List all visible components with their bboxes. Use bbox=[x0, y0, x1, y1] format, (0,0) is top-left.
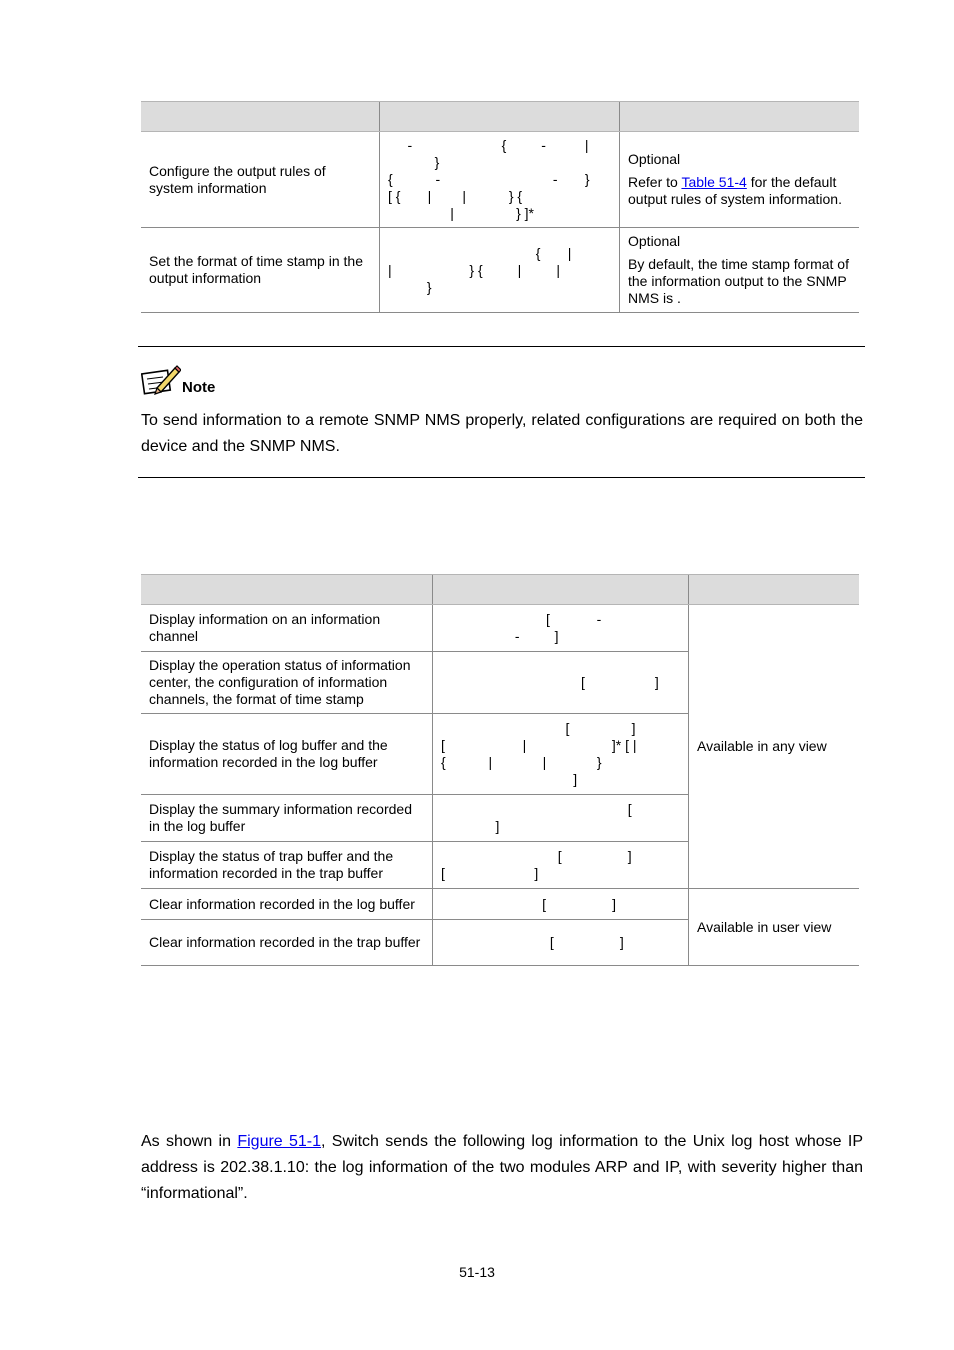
table-header-row bbox=[141, 575, 859, 605]
column-header bbox=[141, 575, 433, 605]
task-cell: Display information on an information channel bbox=[141, 605, 433, 652]
task-cell: Display the summary information recorded in the log buffer bbox=[141, 795, 433, 842]
table-header-row bbox=[141, 102, 859, 132]
remarks-text-post: for the default output rules of system information. bbox=[628, 174, 842, 207]
remarks-cell: Available in any view bbox=[689, 605, 860, 889]
body-text-post: , Switch sends the following log information to the Unix log host whose IP address is 202.38.1.10: the log information of the two modules ARP and IP, with severity higher than “informational”. bbox=[141, 1133, 864, 1202]
command-syntax-cell: [ - - ] bbox=[433, 605, 689, 652]
table-reference-link[interactable]: Table 51-4 bbox=[681, 174, 747, 190]
note-text: To send information to a remote SNMP NMS properly, related configurations are required on both the device and the SNMP NMS. bbox=[141, 412, 863, 455]
optional-label: Optional bbox=[628, 151, 681, 167]
page-number: 51-13 bbox=[459, 1264, 495, 1280]
command-syntax-cell: [ ] bbox=[433, 652, 689, 714]
column-header bbox=[141, 102, 380, 132]
command-syntax-cell: [ ] bbox=[433, 889, 689, 920]
column-header bbox=[689, 575, 860, 605]
figure-reference-link[interactable]: Figure 51-1 bbox=[237, 1133, 322, 1150]
note-bottom-rule bbox=[138, 477, 865, 478]
command-syntax-cell: [ ] [ | ]* [ | { | | } ] bbox=[433, 714, 689, 795]
command-syntax-cell: [ ] [ ] bbox=[433, 842, 689, 889]
remarks-text: By default, the time stamp format of the information output to the SNMP NMS is . bbox=[628, 256, 849, 306]
config-table bbox=[141, 101, 859, 313]
remarks-text bbox=[628, 174, 851, 208]
task-cell: Display the operation status of information center, the configuration of information channels, the format of time stamp bbox=[141, 652, 433, 714]
table-row bbox=[141, 132, 859, 228]
column-header bbox=[380, 102, 620, 132]
remarks-cell bbox=[620, 132, 860, 228]
display-maintain-table bbox=[141, 574, 859, 966]
table-row bbox=[141, 605, 859, 652]
column-header bbox=[433, 575, 689, 605]
remarks-cell bbox=[620, 228, 860, 313]
remarks-text-pre: Refer to bbox=[628, 174, 682, 190]
note-top-rule bbox=[138, 346, 865, 347]
command-syntax-cell: - { - | } { - - } [ { | | } { | } ]* bbox=[380, 132, 620, 228]
command-syntax-cell: { | | } { | | } bbox=[380, 228, 620, 313]
task-cell: Clear information recorded in the log buffer bbox=[141, 889, 433, 920]
task-cell: Clear information recorded in the trap buffer bbox=[141, 920, 433, 966]
table-row bbox=[141, 228, 859, 313]
command-syntax-cell: [ ] bbox=[433, 795, 689, 842]
task-cell: Display the status of log buffer and the information recorded in the log buffer bbox=[141, 714, 433, 795]
note-label: Note bbox=[182, 379, 216, 396]
column-header bbox=[620, 102, 860, 132]
body-text-pre: As shown in bbox=[141, 1133, 238, 1150]
task-cell: Configure the output rules of system information bbox=[141, 132, 380, 228]
table-row bbox=[141, 889, 859, 920]
optional-label: Optional bbox=[628, 233, 681, 249]
pencil-notepad-icon bbox=[141, 364, 181, 398]
command-syntax-cell: [ ] bbox=[433, 920, 689, 966]
body-paragraph bbox=[141, 1129, 863, 1207]
task-cell: Display the status of trap buffer and the information recorded in the trap buffer bbox=[141, 842, 433, 889]
task-cell: Set the format of time stamp in the output information bbox=[141, 228, 380, 313]
remarks-cell: Available in user view bbox=[689, 889, 860, 966]
